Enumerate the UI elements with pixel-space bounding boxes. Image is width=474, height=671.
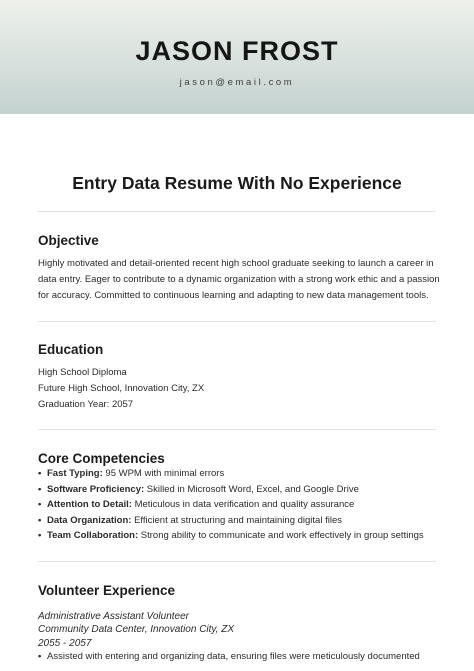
volunteer-entry <box>38 610 438 664</box>
bullet-icon: • <box>38 530 42 542</box>
divider-competencies <box>38 429 436 430</box>
objective-line: for accuracy. Committed to continuous learning and adapting to new data management tools. <box>38 290 429 301</box>
objective-line: Highly motivated and detail-oriented recent high school graduate seeking to launch a career in <box>38 258 434 269</box>
bullet-icon: • <box>38 468 42 479</box>
list-item <box>38 482 438 498</box>
competency-label: Software Proficiency: <box>47 483 145 495</box>
objective-line: data entry. Eager to contribute to a dynamic organization with a strong work ethic and a passion <box>38 274 440 285</box>
list-item <box>38 513 438 529</box>
competency-text: Meticulous in data verification and quality assurance <box>131 499 355 511</box>
list-item <box>38 497 438 513</box>
competency-label: Fast Typing: <box>47 468 103 479</box>
candidate-name: JASON FROST <box>135 36 339 66</box>
education-school: Future High School, Innovation City, ZX <box>38 383 205 394</box>
bullet-icon: • <box>38 499 42 511</box>
document-title: Entry Data Resume With No Experience <box>72 173 402 193</box>
section-title-education: Education <box>38 342 104 357</box>
bullet-icon: • <box>38 651 42 663</box>
bullet-icon: • <box>38 514 42 526</box>
competency-text: 95 WPM with minimal errors <box>102 468 225 479</box>
divider-education <box>38 321 436 322</box>
bullet-icon: • <box>38 483 42 495</box>
volunteer-organization: Community Data Center, Innovation City, ZX <box>38 624 235 636</box>
section-title-objective: Objective <box>38 233 99 248</box>
volunteer-role: Administrative Assistant Volunteer <box>38 611 189 622</box>
competency-text: Strong ability to communicate and work effectively in group settings <box>138 530 424 542</box>
volunteer-bullet-text: Assisted with entering and organizing data, ensuring files were meticulously documented <box>47 651 420 663</box>
divider-volunteer <box>38 561 436 562</box>
competency-label: Team Collaboration: <box>47 530 139 542</box>
section-title-competencies: Core Competencies <box>38 451 165 466</box>
competency-label: Attention to Detail: <box>47 499 132 511</box>
resume-header <box>0 0 474 114</box>
competency-text: Efficient at structuring and maintaining digital files <box>131 514 342 526</box>
section-title-volunteer: Volunteer Experience <box>38 583 176 598</box>
education-year: Graduation Year: 2057 <box>38 399 134 410</box>
education-text <box>38 365 438 413</box>
volunteer-dates: 2055 - 2057 <box>38 637 92 649</box>
list-item <box>38 528 438 544</box>
competency-text: Skilled in Microsoft Word, Excel, and Google Drive <box>144 483 359 495</box>
competencies-list <box>38 466 438 544</box>
candidate-email[interactable]: jason@email.com <box>179 77 295 88</box>
list-item <box>38 466 438 482</box>
objective-text <box>38 256 438 304</box>
education-degree: High School Diploma <box>38 367 127 378</box>
divider-objective <box>38 211 436 212</box>
competency-label: Data Organization: <box>47 514 132 526</box>
list-item <box>38 650 438 663</box>
